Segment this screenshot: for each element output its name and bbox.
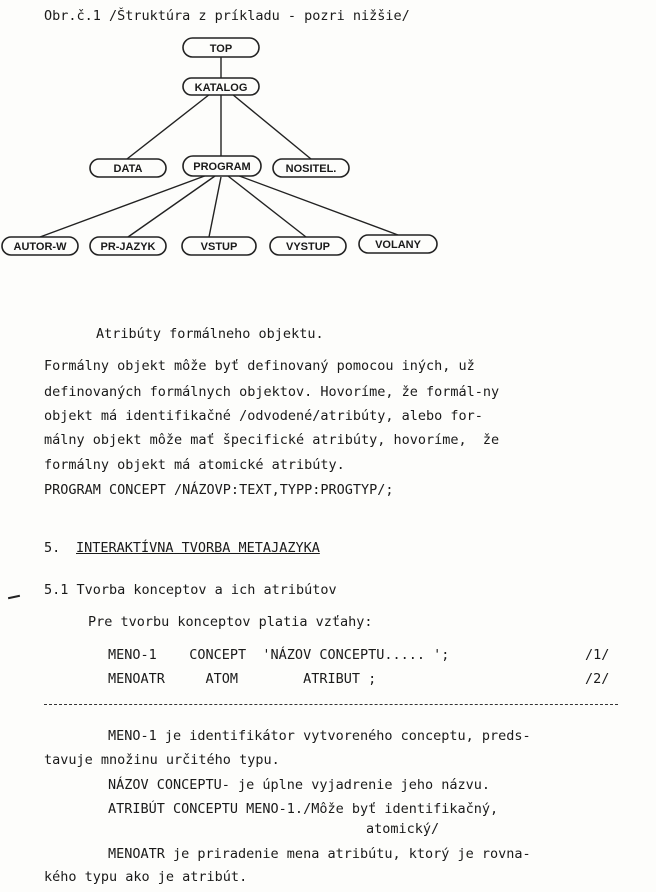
edge-katalog-nositel xyxy=(232,94,311,159)
node-katalog-label: KATALOG xyxy=(194,82,248,94)
node-jazyk-label: PR-JAZYK xyxy=(100,241,156,253)
body-line: kého typu ako je atribút. xyxy=(44,869,248,885)
edge-program-volany xyxy=(234,174,398,235)
section51-title: 5.1 Tvorba konceptov a ich atribútov xyxy=(44,582,337,598)
node-program-label: PROGRAM xyxy=(193,161,251,173)
formula-2-number: /2/ xyxy=(585,671,610,687)
node-vstup-label: VSTUP xyxy=(200,241,238,253)
body-line: MENOATR je priradenie mena atribútu, ktorý je rovna- xyxy=(108,846,531,862)
node-data-label: DATA xyxy=(113,163,143,175)
body-line: NÁZOV CONCEPTU- je úplne vyjadrenie jeho názvu. xyxy=(108,777,491,793)
formula-2: MENOATR ATOM ATRIBUT ; xyxy=(108,671,377,687)
body-line: tavuje množinu určitého typu. xyxy=(44,752,280,768)
margin-mark xyxy=(8,595,20,599)
edge-katalog-data xyxy=(127,94,210,159)
body-line: atomický/ xyxy=(366,821,440,837)
formula-1: MENO-1 CONCEPT 'NÁZOV CONCEPTU..... '; xyxy=(108,647,450,663)
attr-line: objekt má identifikačné /odvodené/atribúty, alebo for- xyxy=(44,408,483,424)
section51-intro: Pre tvorbu konceptov platia vzťahy: xyxy=(88,614,373,630)
attr-line: definovaných formálnych objektov. Hovoríme, že formál-ny xyxy=(44,384,500,400)
program-concept-line: PROGRAM CONCEPT /NÁZOVP:TEXT,TYPP:PROGTYP/; xyxy=(44,482,394,498)
section5-number: 5. xyxy=(44,540,61,556)
figure-caption: Obr.č.1 /Štruktúra z príkladu - pozri nižšie/ xyxy=(44,8,410,24)
formula-1-number: /1/ xyxy=(585,647,610,663)
attr-line: málny objekt môže mať špecifické atribúty, hovoríme, že xyxy=(44,432,500,448)
node-nositel-label: NOSITEL. xyxy=(285,163,337,175)
attr-line: formálny objekt má atomické atribúty. xyxy=(44,457,345,473)
edge-program-vystup xyxy=(228,176,306,237)
edge-program-autor xyxy=(40,174,210,237)
section5-title: INTERAKTÍVNA TVORBA METAJAZYKA xyxy=(76,540,320,556)
body-line: ATRIBÚT CONCEPTU MENO-1./Môže byť identifikačný, xyxy=(108,801,499,817)
attr-line: Formálny objekt môže byť definovaný pomocou iných, už xyxy=(44,358,475,374)
node-top-label: TOP xyxy=(209,43,233,55)
dashed-divider xyxy=(44,704,618,705)
edge-program-jazyk xyxy=(128,176,215,237)
body-line: MENO-1 je identifikátor vytvoreného conceptu, preds- xyxy=(108,728,531,744)
node-vystup-label: VYSTUP xyxy=(285,241,331,253)
node-volany-label: VOLANY xyxy=(375,239,421,251)
attr-heading: Atribúty formálneho objektu. xyxy=(96,326,324,342)
edge-program-vstup xyxy=(209,177,221,237)
node-autor-label: AUTOR-W xyxy=(13,241,67,253)
structure-tree-diagram xyxy=(0,0,656,270)
